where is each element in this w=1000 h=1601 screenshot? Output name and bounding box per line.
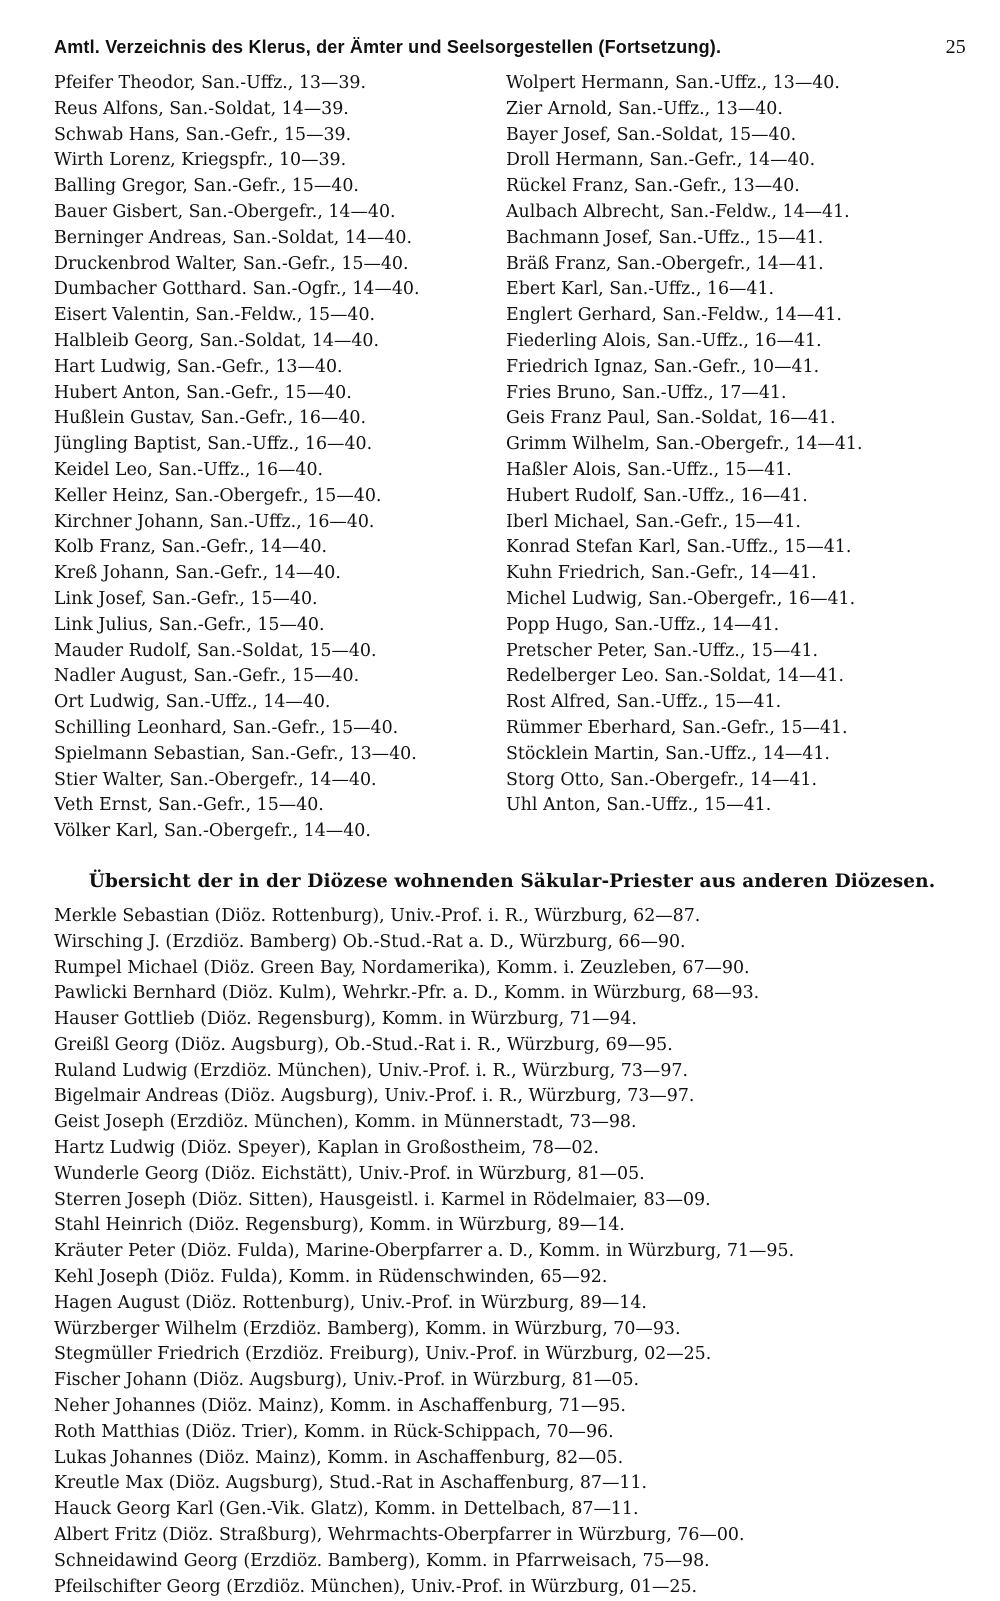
priest-entry: Pawlicki Bernhard (Diöz. Kulm), Wehrkr.-Pfr. a. D., Komm. in Würzburg, 68—93. (54, 983, 760, 1004)
right-column (502, 71, 966, 845)
clergy-entry: Stier Walter, San.-Obergefr., 14—40. (54, 769, 377, 790)
clergy-entry: Kolb Franz, San.-Gefr., 14—40. (54, 537, 328, 558)
clergy-entry: Iberl Michael, San.-Gefr., 15—41. (506, 511, 801, 532)
clergy-entry: Link Julius, San.-Gefr., 15—40. (54, 614, 325, 635)
priest-entry: Kreutle Max (Diöz. Augsburg), Stud.-Rat in Aschaffenburg, 87—11. (54, 1473, 648, 1494)
priest-entry: Roth Matthias (Diöz. Trier), Komm. in Rück-Schippach, 70—96. (54, 1421, 614, 1442)
running-head (54, 36, 970, 59)
page-number: 25 (945, 36, 966, 58)
priest-entry: Neher Johannes (Diöz. Mainz), Komm. in Aschaffenburg, 71—95. (54, 1396, 626, 1417)
clergy-entry: Wirth Lorenz, Kriegspfr., 10—39. (54, 150, 347, 171)
priest-entry: Hagen August (Diöz. Rottenburg), Univ.-Prof. in Würzburg, 89—14. (54, 1292, 647, 1313)
clergy-entry: Fiederling Alois, San.-Uffz., 16—41. (506, 330, 822, 351)
clergy-entry: Schilling Leonhard, San.-Gefr., 15—40. (54, 717, 399, 738)
priest-entry: Stegmüller Friedrich (Erzdiöz. Freiburg), Univ.-Prof. in Würzburg, 02—25. (54, 1344, 712, 1365)
clergy-entry: Kreß Johann, San.-Gefr., 14—40. (54, 563, 341, 584)
clergy-entry: Aulbach Albrecht, San.-Feldw., 14—41. (506, 201, 850, 222)
clergy-entry: Mauder Rudolf, San.-Soldat, 15—40. (54, 640, 377, 661)
clergy-entry: Halbleib Georg, San.-Soldat, 14—40. (54, 330, 380, 351)
clergy-entry: Englert Gerhard, San.-Feldw., 14—41. (506, 305, 842, 326)
clergy-entry: Balling Gregor, San.-Gefr., 15—40. (54, 176, 359, 197)
clergy-entry: Haßler Alois, San.-Uffz., 15—41. (506, 459, 792, 480)
clergy-entry: Redelberger Leo. San.-Soldat, 14—41. (506, 666, 844, 687)
priest-entry: Ruland Ludwig (Erzdiöz. München), Univ.-Prof. i. R., Würzburg, 73—97. (54, 1060, 688, 1081)
clergy-entry: Keidel Leo, San.-Uffz., 16—40. (54, 459, 324, 480)
priest-entry: Albert Fritz (Diöz. Straßburg), Wehrmachts-Oberpfarrer in Würzburg, 76—00. (54, 1525, 745, 1546)
clergy-entry: Pfeifer Theodor, San.-Uffz., 13—39. (54, 73, 367, 93)
priest-entry: Merkle Sebastian (Diöz. Rottenburg), Univ.-Prof. i. R., Würzburg, 62—87. (54, 905, 701, 926)
clergy-entry: Stöcklein Martin, San.-Uffz., 14—41. (506, 743, 830, 764)
clergy-entry: Kuhn Friedrich, San.-Gefr., 14—41. (506, 563, 817, 584)
clergy-entry: Storg Otto, San.-Obergefr., 14—41. (506, 769, 818, 790)
clergy-entry: Hußlein Gustav, San.-Gefr., 16—40. (54, 408, 366, 429)
clergy-entry: Ort Ludwig, San.-Uffz., 14—40. (54, 692, 331, 713)
clergy-entry: Rückel Franz, San.-Gefr., 13—40. (506, 176, 800, 197)
clergy-entry: Jüngling Baptist, San.-Uffz., 16—40. (54, 434, 373, 455)
priest-entry: Pfeilschifter Georg (Erzdiöz. München), Univ.-Prof. in Würzburg, 01—25. (54, 1576, 698, 1597)
clergy-entry: Berninger Andreas, San.-Soldat, 14—40. (54, 227, 413, 248)
clergy-entry: Wolpert Hermann, San.-Uffz., 13—40. (506, 73, 840, 93)
clergy-columns (54, 71, 970, 845)
priest-entry: Fischer Johann (Diöz. Augsburg), Univ.-Prof. in Würzburg, 81—05. (54, 1370, 640, 1391)
clergy-entry: Kirchner Johann, San.-Uffz., 16—40. (54, 511, 375, 532)
clergy-entry: Bayer Josef, San.-Soldat, 15—40. (506, 124, 797, 145)
priest-entry: Wunderle Georg (Diöz. Eichstätt), Univ.-Prof. in Würzburg, 81—05. (54, 1163, 645, 1184)
priest-entry: Sterren Joseph (Diöz. Sitten), Hausgeistl. i. Karmel in Rödelmaier, 83—09. (54, 1189, 711, 1210)
clergy-entry: Rümmer Eberhard, San.-Gefr., 15—41. (506, 717, 848, 738)
clergy-entry: Eisert Valentin, San.-Feldw., 15—40. (54, 305, 376, 326)
clergy-entry: Ebert Karl, San.-Uffz., 16—41. (506, 279, 775, 300)
priest-entry: Bigelmair Andreas (Diöz. Augsburg), Univ.-Prof. i. R., Würzburg, 73—97. (54, 1086, 695, 1107)
clergy-entry: Pretscher Peter, San.-Uffz., 15—41. (506, 640, 819, 661)
priest-entry: Würzberger Wilhelm (Erzdiöz. Bamberg), Komm. in Würzburg, 70—93. (54, 1318, 681, 1339)
priest-entry: Schneidawind Georg (Erzdiöz. Bamberg), Komm. in Pfarrweisach, 75—98. (54, 1550, 710, 1571)
clergy-entry: Rost Alfred, San.-Uffz., 15—41. (506, 692, 782, 713)
priest-entry: Hauck Georg Karl (Gen.-Vik. Glatz), Komm. in Dettelbach, 87—11. (54, 1499, 639, 1520)
priest-entry: Lukas Johannes (Diöz. Mainz), Komm. in Aschaffenburg, 82—05. (54, 1447, 624, 1468)
clergy-entry: Grimm Wilhelm, San.-Obergefr., 14—41. (506, 434, 863, 455)
clergy-entry: Bachmann Josef, San.-Uffz., 15—41. (506, 227, 824, 248)
clergy-entry: Dumbacher Gotthard. San.-Ogfr., 14—40. (54, 279, 420, 300)
priest-entry: Wirsching J. (Erzdiöz. Bamberg) Ob.-Stud.-Rat a. D., Würzburg, 66—90. (54, 931, 686, 952)
clergy-entry: Hubert Rudolf, San.-Uffz., 16—41. (506, 485, 808, 506)
clergy-entry: Hart Ludwig, San.-Gefr., 13—40. (54, 356, 343, 377)
clergy-entry: Völker Karl, San.-Obergefr., 14—40. (54, 821, 371, 842)
priest-entry: Greißl Georg (Diöz. Augsburg), Ob.-Stud.-Rat i. R., Würzburg, 69—95. (54, 1034, 673, 1055)
priest-entry: Kräuter Peter (Diöz. Fulda), Marine-Oberpfarrer a. D., Komm. in Würzburg, 71—95. (54, 1241, 795, 1262)
priest-entry: Kehl Joseph (Diöz. Fulda), Komm. in Rüdenschwinden, 65—92. (54, 1267, 608, 1288)
clergy-entry: Link Josef, San.-Gefr., 15—40. (54, 588, 318, 609)
clergy-entry: Nadler August, San.-Gefr., 15—40. (54, 666, 360, 687)
clergy-entry: Keller Heinz, San.-Obergefr., 15—40. (54, 485, 382, 506)
priest-entry: Hartz Ludwig (Diöz. Speyer), Kaplan in Großostheim, 78—02. (54, 1138, 599, 1159)
clergy-entry: Hubert Anton, San.-Gefr., 15—40. (54, 382, 352, 403)
clergy-entry: Bräß Franz, San.-Obergefr., 14—41. (506, 253, 824, 274)
clergy-entry: Konrad Stefan Karl, San.-Uffz., 15—41. (506, 537, 852, 558)
clergy-entry: Reus Alfons, San.-Soldat, 14—39. (54, 98, 349, 119)
priest-entry: Rumpel Michael (Diöz. Green Bay, Nordamerika), Komm. i. Zeuzleben, 67—90. (54, 957, 750, 978)
priest-entry: Hauser Gottlieb (Diöz. Regensburg), Komm. in Würzburg, 71—94. (54, 1009, 637, 1030)
clergy-entry: Fries Bruno, San.-Uffz., 17—41. (506, 382, 787, 403)
clergy-entry: Veth Ernst, San.-Gefr., 15—40. (54, 795, 324, 816)
clergy-entry: Uhl Anton, San.-Uffz., 15—41. (506, 795, 772, 816)
clergy-entry: Friedrich Ignaz, San.-Gefr., 10—41. (506, 356, 820, 377)
clergy-entry: Schwab Hans, San.-Gefr., 15—39. (54, 124, 352, 145)
clergy-entry: Geis Franz Paul, San.-Soldat, 16—41. (506, 408, 836, 429)
section-heading: Übersicht der in der Diözese wohnenden Säkular-Priester aus anderen Diözesen. (88, 870, 936, 892)
clergy-entry: Spielmann Sebastian, San.-Gefr., 13—40. (54, 743, 417, 764)
priest-entry: Stahl Heinrich (Diöz. Regensburg), Komm. in Würzburg, 89—14. (54, 1215, 625, 1236)
priest-entry: Geist Joseph (Erzdiöz. München), Komm. in Münnerstadt, 73—98. (54, 1112, 637, 1133)
clergy-entry: Bauer Gisbert, San.-Obergefr., 14—40. (54, 201, 396, 222)
clergy-entry: Michel Ludwig, San.-Obergefr., 16—41. (506, 588, 856, 609)
clergy-entry: Popp Hugo, San.-Uffz., 14—41. (506, 614, 780, 635)
priest-list (54, 904, 970, 1601)
page-title: Amtl. Verzeichnis des Klerus, der Ämter und Seelsorgestellen (Fortsetzung). (54, 37, 722, 57)
clergy-entry: Druckenbrod Walter, San.-Gefr., 15—40. (54, 253, 409, 274)
clergy-entry: Zier Arnold, San.-Uffz., 13—40. (506, 98, 783, 119)
left-column (54, 71, 502, 845)
clergy-entry: Droll Hermann, San.-Gefr., 14—40. (506, 150, 816, 171)
